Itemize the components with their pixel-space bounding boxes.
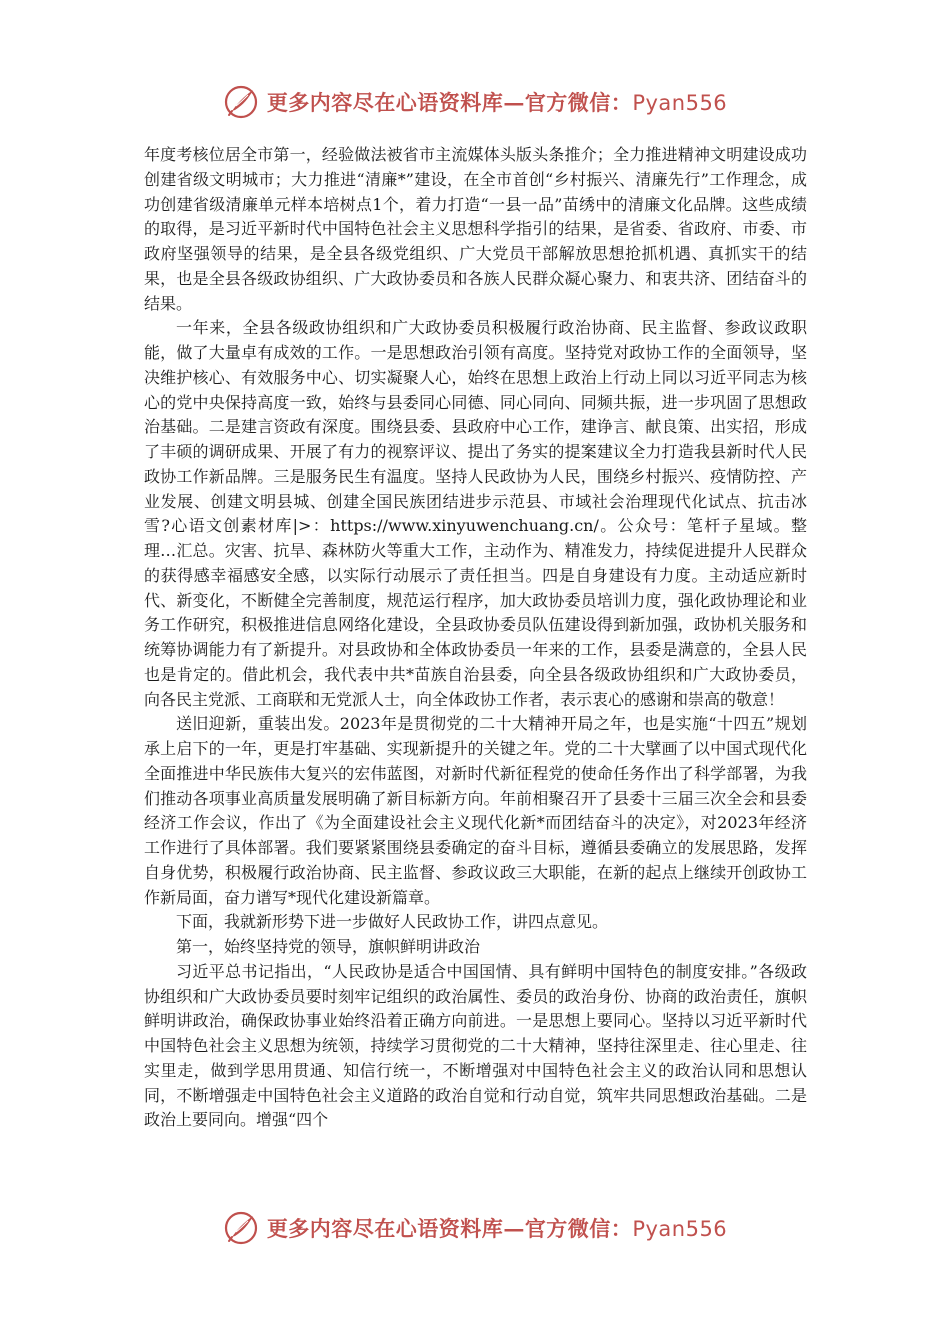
section-heading: 第一，始终坚持党的领导，旗帜鲜明讲政治 xyxy=(176,937,481,956)
banner-separator: — xyxy=(503,90,525,115)
footer-watermark-banner xyxy=(0,1208,950,1248)
banner-brand-text: 更多内容尽在心语资料库 xyxy=(266,90,504,115)
banner-separator: — xyxy=(503,1216,525,1241)
banner-wechat-id: Pyan556 xyxy=(632,1217,728,1241)
banner-wechat-label: 官方微信： xyxy=(524,90,633,115)
quill-pen-logo-icon xyxy=(223,84,259,120)
body-paragraph: 下面，我就新形势下进一步做好人民政协工作，讲四点意见。 xyxy=(176,912,609,932)
banner-text xyxy=(267,1213,727,1243)
body-paragraph: 年度考核位居全市第一，经验做法被省市主流媒体头版头条推介；全力推进精神文明建设成功创建省级文明城市；大力推进“清廉*”建设，在全市首创“乡村振兴、清廉先行”工作理念，成功创建省级清廉单元样本培树点1个，着力打造“一县一品”苗绣中的清廉文化品牌。这些成绩的取得，是习近平新时代中国特色社会主义思想科学指引的结果，是省委、省政府、市委、市政府坚强领导的结果，是全县各级党组织、广大党员干部解放思想抢抓机遇、真抓实干的结果，也是全县各级政协组织、广大政协委员和各族人民群众凝心聚力、和衷共济、团结奋斗的结果。 xyxy=(144,145,807,313)
banner-brand-text: 更多内容尽在心语资料库 xyxy=(266,1216,504,1241)
banner-wechat-id: Pyan556 xyxy=(632,91,728,115)
banner-wechat-label: 官方微信： xyxy=(524,1216,633,1241)
body-paragraph: 送旧迎新，重装出发。2023年是贯彻党的二十大精神开局之年，也是实施“十四五”规划承上启下的一年，更是打牢基础、实现新提升的关键之年。党的二十大擘画了以中国式现代化全面推进中华民族伟大复兴的宏伟蓝图，对新时代新征程党的使命任务作出了科学部署，为我们推动各项事业高质量发展明确了新目标新方向。年前相聚召开了县委十三届三次全会和县委经济工作会议，作出了《为全面建设社会主义现代化新*而团结奋斗的决定》，对2023年经济工作进行了具体部署。我们要紧紧围绕县委确定的奋斗目标，遵循县委确立的发展思路，发挥自身优势，积极履行政治协商、民主监督、参政议政三大职能，在新的起点上继续开创政协工作新局面，奋力谱写*现代化建设新篇章。 xyxy=(144,714,807,907)
banner-text xyxy=(267,87,727,117)
document-body xyxy=(144,143,807,1133)
body-paragraph: 一年来，全县各级政协组织和广大政协委员积极履行政治协商、民主监督、参政议政职能，做了大量卓有成效的工作。一是思想政治引领有高度。坚持党对政协工作的全面领导，坚决维护核心、有效服务中心、切实凝聚人心，始终在思想上政治上行动上同以习近平同志为核心的党中央保持高度一致，始终与县委同心同德、同心同向、同频共振，进一步巩固了思想政治基础。二是建言资政有深度。围绕县委、县政府中心工作，建诤言、献良策、出实招，形成了丰硕的调研成果、开展了有力的视察评议、提出了务实的提案建议全力打造我县新时代人民政协工作新品牌。三是服务民生有温度。坚持人民政协为人民，围绕乡村振兴、疫情防控、产业发展、创建文明县城、创建全国民族团结进步示范县、市域社会治理现代化试点、抗击冰雪?心语文创素材库|>：https://www.xinyuwenchuang.cn/。公众号：笔杆子星域。整理…汇总。灾害、抗旱、森林防火等重大工作，主动作为、精准发力，持续促进提升人民群众的获得感幸福感安全感，以实际行动展示了责任担当。四是自身建设有力度。主动适应新时代、新变化，不断健全完善制度，规范运行程序，加大政协委员培训力度，强化政协理论和业务工作研究，积极推进信息网络化建设，全县政协委员队伍建设得到新加强，政协机关服务和统筹协调能力有了新提升。对县政协和全体政协委员一年来的工作，县委是满意的，全县人民也是肯定的。借此机会，我代表中共*苗族自治县委，向全县各级政协组织和广大政协委员，向各民主党派、工商联和无党派人士，向全体政协工作者，表示衷心的感谢和崇高的敬意！ xyxy=(144,318,807,709)
quill-pen-logo-icon xyxy=(223,1210,259,1246)
body-paragraph: 习近平总书记指出，“人民政协是适合中国国情、具有鲜明中国特色的制度安排。”各级政协组织和广大政协委员要时刻牢记组织的政治属性、委员的政治身份、协商的政治责任，旗帜鲜明讲政治，确保政协事业始终沿着正确方向前进。一是思想上要同心。坚持以习近平新时代中国特色社会主义思想为统领，持续学习贯彻党的二十大精神，坚持往深里走、往心里走、往实里走，做到学思用贯通、知信行统一，不断增强对中国特色社会主义的政治认同和思想认同，不断增强走中国特色社会主义道路的政治自觉和行动自觉，筑牢共同思想政治基础。二是政治上要同向。增强“四个 xyxy=(144,961,807,1130)
header-watermark-banner xyxy=(0,82,950,122)
